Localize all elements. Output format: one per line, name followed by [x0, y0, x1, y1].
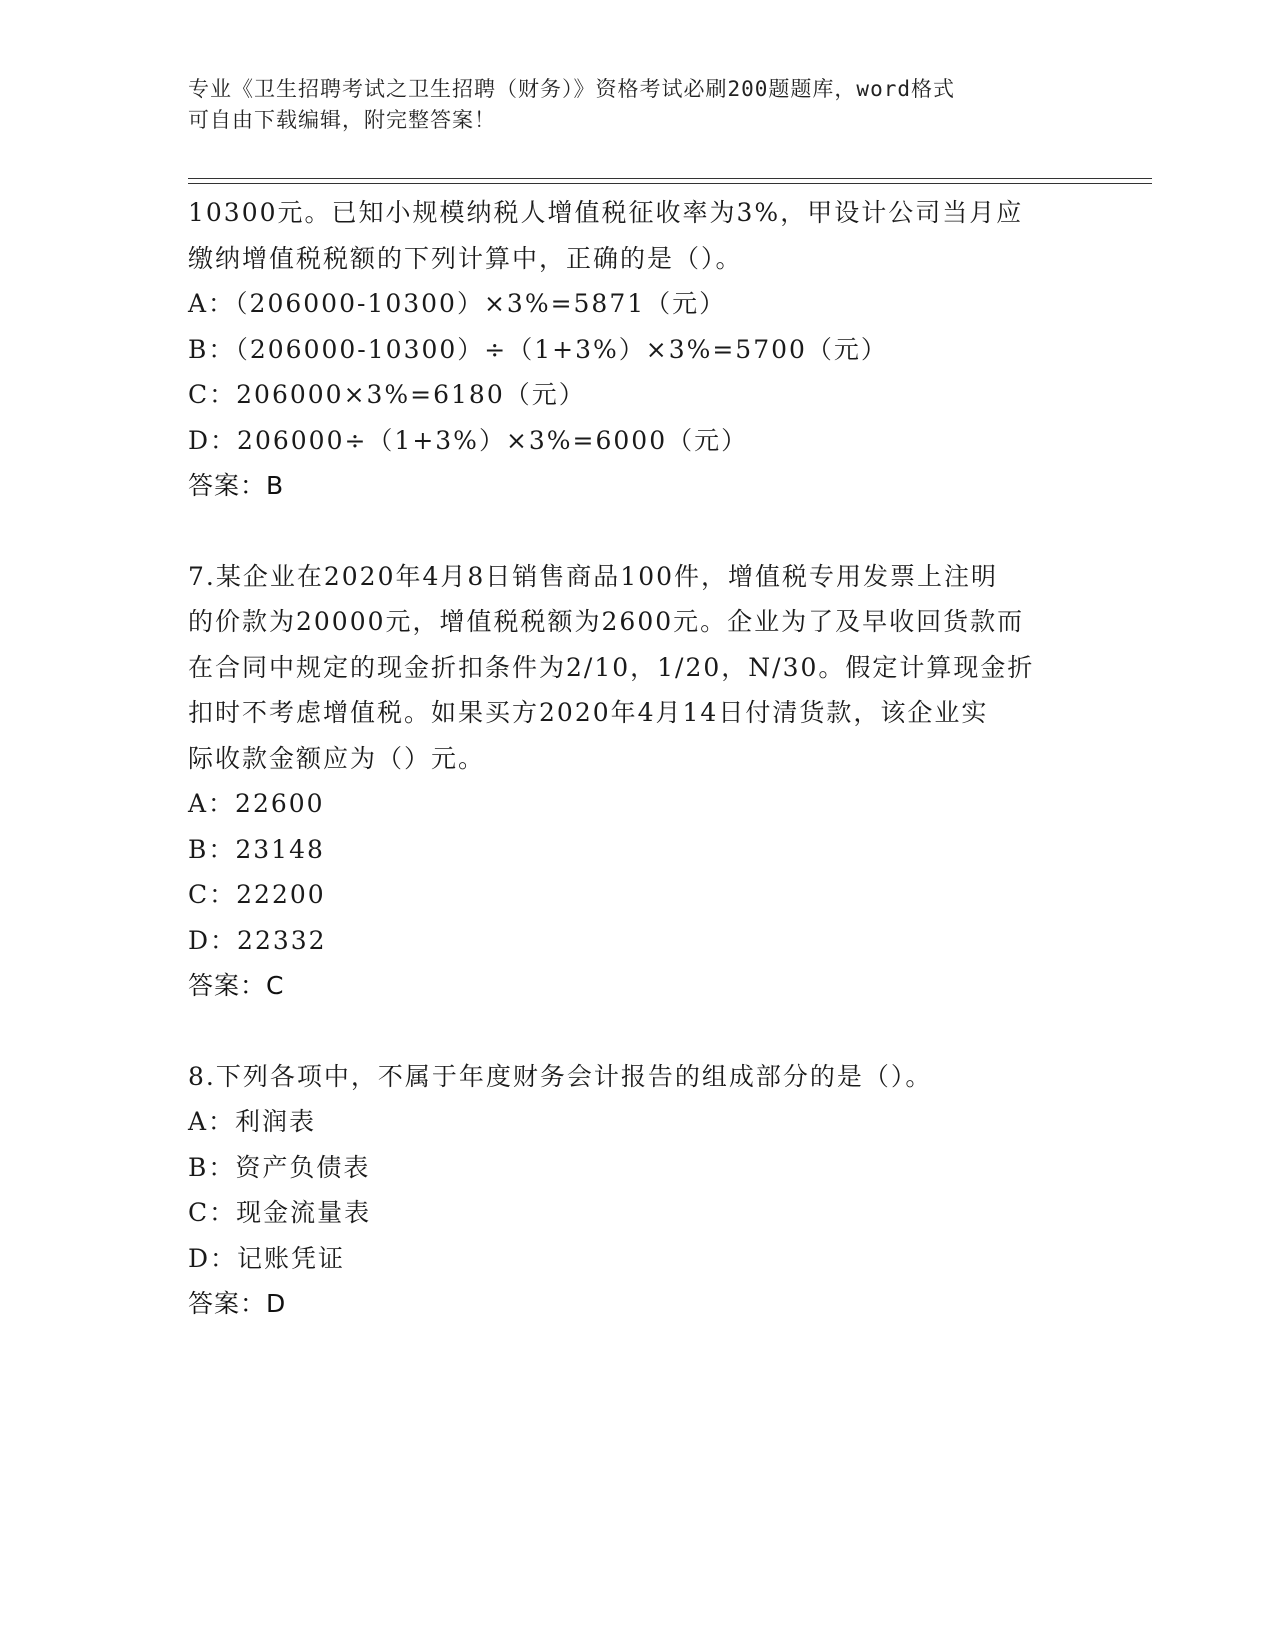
option-b: B：资产负债表: [188, 1152, 371, 1182]
option-a: A：（206000-10300）×3%=5871（元）: [188, 289, 727, 318]
question-stem-line: 8.下列各项中，不属于年度财务会计报告的组成部分的是（）。: [188, 1061, 933, 1091]
answer-line: 答案：D: [188, 1289, 287, 1318]
option-b: B：23148: [188, 834, 325, 864]
option-d: D：206000÷（1+3%）×3%=6000（元）: [188, 425, 749, 455]
option-c: C：206000×3%=6180（元）: [188, 380, 586, 409]
question-stem-line: 在合同中规定的现金折扣条件为2/10，1/20，N/30。假定计算现金折: [188, 652, 1035, 682]
option-a: A：22600: [188, 789, 325, 818]
question-block: [188, 554, 1088, 1009]
header-line: 专业《卫生招聘考试之卫生招聘（财务）》资格考试必刷200题题库，word格式: [188, 77, 955, 101]
question-block: [188, 1054, 1088, 1327]
answer-line: 答案：B: [188, 471, 285, 500]
question-list: [188, 190, 1088, 1327]
question-stem-line: 10300元。已知小规模纳税人增值税征收率为3%，甲设计公司当月应: [188, 198, 1024, 227]
option-d: D：22332: [188, 925, 327, 955]
option-b: B：（206000-10300）÷（1+3%）×3%=5700（元）: [188, 334, 888, 364]
header-line: 可自由下载编辑，附完整答案！: [188, 108, 496, 132]
question-stem-line: 扣时不考虑增值税。如果买方2020年4月14日付清货款，该企业实: [188, 698, 989, 727]
option-c: C：22200: [188, 880, 326, 909]
header-divider: [188, 178, 1152, 184]
option-a: A：利润表: [188, 1107, 317, 1136]
option-c: C：现金流量表: [188, 1198, 372, 1227]
question-stem-line: 的价款为20000元，增值税税额为2600元。企业为了及早收回货款而: [188, 607, 1025, 636]
option-d: D：记账凭证: [188, 1243, 346, 1273]
question-block: [188, 190, 1088, 509]
question-stem-line: 际收款金额应为（）元。: [188, 743, 486, 773]
document-header: [188, 74, 1068, 136]
question-stem-line: 7.某企业在2020年4月8日销售商品100件，增值税专用发票上注明: [188, 561, 999, 591]
spacer: [188, 1009, 1088, 1054]
question-stem-line: 缴纳增值税税额的下列计算中，正确的是（）。: [188, 243, 743, 273]
answer-line: 答案：C: [188, 971, 285, 1000]
spacer: [188, 509, 1088, 554]
